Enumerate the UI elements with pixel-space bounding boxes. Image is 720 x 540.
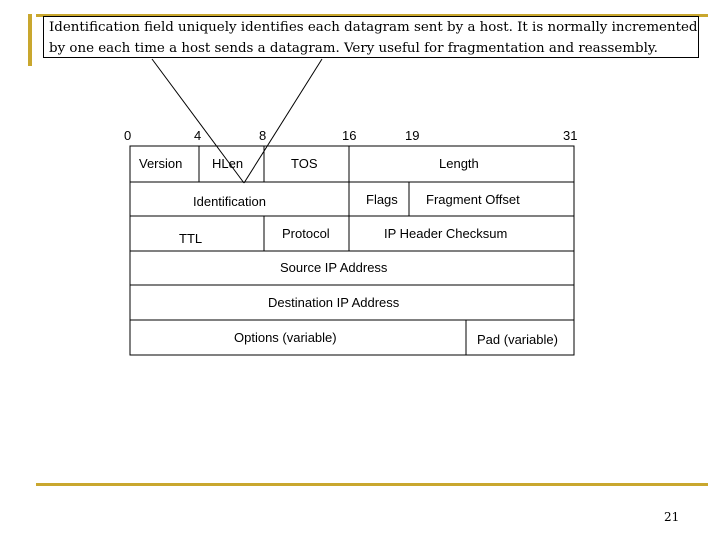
field-tos: TOS — [291, 156, 318, 171]
field-checksum: IP Header Checksum — [384, 226, 508, 241]
bit-number-4: 4 — [194, 128, 202, 143]
field-ttl: TTL — [179, 231, 203, 246]
field-pad: Pad (variable) — [477, 332, 558, 347]
field-source-address: Source IP Address — [280, 260, 388, 275]
bit-number-0: 0 — [124, 128, 132, 143]
field-fragment-offset: Fragment Offset — [426, 192, 520, 207]
callout-line-2: by one each time a host sends a datagram. Very useful for fragmentation and reassembly. — [49, 41, 658, 56]
bit-number-19: 19 — [405, 128, 420, 143]
field-identification: Identification — [193, 194, 266, 209]
field-flags: Flags — [366, 192, 398, 207]
field-length: Length — [439, 156, 479, 171]
field-destination-address: Destination IP Address — [268, 295, 400, 310]
bit-number-16: 16 — [342, 128, 357, 143]
callout-line-1: Identification field uniquely identifies each datagram sent by a host. It is normally incremented — [49, 20, 698, 35]
bit-number-8: 8 — [259, 128, 267, 143]
field-protocol: Protocol — [282, 226, 330, 241]
bit-number-31: 31 — [563, 128, 578, 143]
footer-rule — [36, 483, 708, 486]
identification-callout — [43, 16, 699, 58]
field-version: Version — [139, 156, 183, 171]
field-options: Options (variable) — [234, 330, 337, 345]
field-hlen: HLen — [212, 156, 244, 171]
page-number: 21 — [664, 510, 680, 524]
